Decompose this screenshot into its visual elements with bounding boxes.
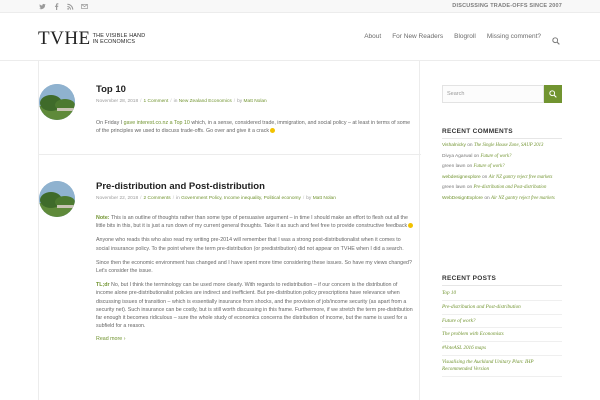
wink-emoji-icon: [270, 128, 275, 133]
recent-comment: [442, 185, 562, 192]
post-tldr: [96, 281, 415, 330]
comment-author[interactable]: WebDesignExplore: [442, 195, 483, 201]
meta-separator: /: [140, 196, 142, 201]
recent-post-link[interactable]: The problem with Economists: [442, 331, 562, 342]
comment-on: on: [466, 164, 473, 170]
read-more-label: Read more: [96, 336, 123, 343]
post-title[interactable]: Pre-distribution and Post-distribution: [96, 181, 265, 192]
site-logo[interactable]: [38, 29, 145, 48]
logo-mark: TVHE: [38, 28, 91, 49]
search-icon: [549, 90, 557, 98]
read-more-link[interactable]: [96, 336, 415, 342]
recent-comment: [442, 143, 562, 150]
widget-divider: [442, 138, 562, 139]
comment-post-link[interactable]: Air NZ gantry reject free markets: [491, 195, 555, 201]
category-prefix: in: [176, 196, 180, 201]
recent-post-link[interactable]: Visualising the Auckland Unitary Plan: IHP Recommended Version: [442, 359, 562, 377]
comment-post-link[interactable]: Future of work?: [480, 153, 512, 159]
comment-on: on: [466, 185, 473, 191]
rss-icon[interactable]: [66, 2, 75, 11]
post-meta: [96, 195, 415, 202]
post-body: [96, 181, 415, 342]
post-comments-link[interactable]: 2 Comments: [143, 196, 171, 201]
comment-post-link[interactable]: The Single House Zone, SAUP 2013: [473, 143, 544, 148]
comment-post-link[interactable]: Air NZ gantry reject free markets: [488, 174, 553, 180]
post-note: [96, 214, 415, 230]
post-thumbnail-image: [39, 181, 75, 217]
comment-author[interactable]: Vishalnicky: [442, 143, 466, 148]
excerpt-link[interactable]: gave interest.co.nz a Top 10: [123, 120, 190, 126]
recent-posts-list: [442, 290, 562, 380]
chevron-right-icon: ›: [123, 336, 126, 343]
main-nav: [364, 32, 560, 40]
comment-author: Divya Agarwal: [442, 153, 473, 159]
post-thumbnail[interactable]: [39, 181, 75, 217]
logo-line-1: THE VISIBLE HAND: [92, 32, 146, 39]
comment-post-link[interactable]: Pre-distribution and Post-distribution: [473, 185, 547, 191]
comment-on: on: [484, 195, 490, 201]
meta-separator: /: [140, 99, 142, 104]
comment-on: on: [482, 174, 488, 180]
recent-comment: [442, 164, 562, 171]
nav-about[interactable]: About: [364, 32, 382, 40]
post-excerpt: [96, 119, 415, 135]
author-prefix: by: [306, 196, 312, 201]
tldr-label: TL;dr: [96, 282, 110, 289]
recent-posts-title: RECENT POSTS: [442, 275, 497, 282]
post-date: November 28, 2018: [96, 99, 139, 104]
search-button[interactable]: [544, 85, 562, 103]
post-body: [96, 84, 415, 135]
recent-post-link[interactable]: Top 10: [442, 290, 562, 301]
post-categories[interactable]: Government Policy, Income inequality, Political economy: [181, 196, 301, 201]
logo-line-2: IN ECONOMICS: [92, 38, 136, 45]
post-author[interactable]: Matt Nolan: [243, 99, 267, 104]
comment-on: on: [473, 153, 480, 159]
comment-on: on: [467, 143, 473, 148]
category-prefix: in: [173, 99, 178, 104]
comment-author[interactable]: webdesignexplore: [442, 174, 481, 180]
recent-comment: [442, 196, 562, 203]
logo-text: [93, 33, 146, 45]
post-author[interactable]: Matt Nolan: [312, 196, 336, 201]
nav-blogroll[interactable]: Blogroll: [454, 32, 476, 40]
note-label: Note:: [96, 215, 110, 221]
site-tagline: DISCUSSING TRADE-OFFS SINCE 2007: [452, 3, 562, 9]
search-icon[interactable]: [552, 32, 560, 40]
meta-separator: /: [170, 99, 172, 104]
post-date: November 22, 2018: [96, 196, 139, 201]
smile-emoji-icon: [408, 223, 413, 228]
excerpt-text: which, in a sense, considered trade, immigration, and social policy – at least in terms of some of the principles we used to discuss trade-offs. Go over and give it a crack: [96, 120, 411, 135]
nav-for-new-readers[interactable]: For New Readers: [392, 32, 444, 40]
recent-comments-title: RECENT COMMENTS: [442, 128, 513, 135]
social-links: [38, 2, 89, 11]
post-paragraph: Anyone who reads this who also read my writing pre-2014 will remember that I was a strong post-distributionalist when it comes to social insurance policy. To the point where the term pre-distribution (or predistribution) did not appear on TVHE when I did a search.: [96, 237, 404, 252]
comment-author: green lawn: [442, 185, 466, 191]
post-divider: [39, 154, 421, 155]
search-input[interactable]: Search: [442, 85, 544, 103]
recent-comment: [442, 175, 562, 182]
comment-author: green lawn: [442, 164, 466, 170]
meta-separator: /: [302, 196, 305, 201]
meta-separator: /: [172, 196, 175, 201]
facebook-icon[interactable]: [52, 2, 61, 11]
note-text: This is an outline of thoughts rather than some type of persuasive argument – in time I should make an effort to flesh out all the little bits in this, but it is just a run down of my current general thoughts. Take it as such and feel free to provide constructive feedback: [96, 215, 408, 230]
meta-separator: /: [233, 99, 236, 104]
nav-missing-comment[interactable]: Missing comment?: [486, 32, 541, 40]
recent-post-link[interactable]: Pre-distribution and Post-distribution: [442, 304, 562, 315]
post-categories[interactable]: New Zealand Economics: [178, 99, 232, 104]
post-thumbnail-image: [39, 84, 75, 120]
mail-icon[interactable]: [80, 2, 89, 11]
main-content: [38, 61, 420, 400]
excerpt-text: On Friday I: [96, 120, 124, 126]
post-title[interactable]: Top 10: [96, 84, 126, 95]
recent-post-link[interactable]: #VoteASL 2016 maps: [442, 345, 562, 356]
post-thumbnail[interactable]: [39, 84, 75, 120]
widget-divider: [442, 285, 562, 286]
recent-comment: [442, 154, 562, 161]
author-prefix: by: [237, 99, 243, 104]
tldr-text: No, but I think the terminology can be used more clearly. With regards to redistribution – if our concern is the distribution of income alone pre-distributionalist policies are indirect and inefficient. But pre-distribution policy prescriptions have relevance when discussing issues of transition – which is essentially insurance from shocks, and the provision of job/income security (as apart from a security net). Such insurance can be costly, but is still worth discussing in this frame. Furthermore, if we stretch the term pre-distribution far enough it becomes ridiculous – sure the whole study of economics concerns the distribution of income, but the name is used for a subfield for a reason.: [96, 282, 413, 330]
post-comments-link[interactable]: 1 Comment: [143, 99, 169, 104]
post-meta: [96, 98, 415, 105]
recent-post-link[interactable]: Future of work?: [442, 318, 562, 329]
post-paragraph: Since then the economic environment has changed and I have spent more time considering these issues. So have my views changed? Let's consider the issue.: [96, 259, 412, 275]
twitter-icon[interactable]: [38, 2, 47, 11]
top-bar: [0, 0, 600, 13]
comment-post-link[interactable]: Future of work?: [473, 164, 505, 170]
site-header: [0, 13, 600, 61]
recent-comments-list: [442, 143, 562, 207]
